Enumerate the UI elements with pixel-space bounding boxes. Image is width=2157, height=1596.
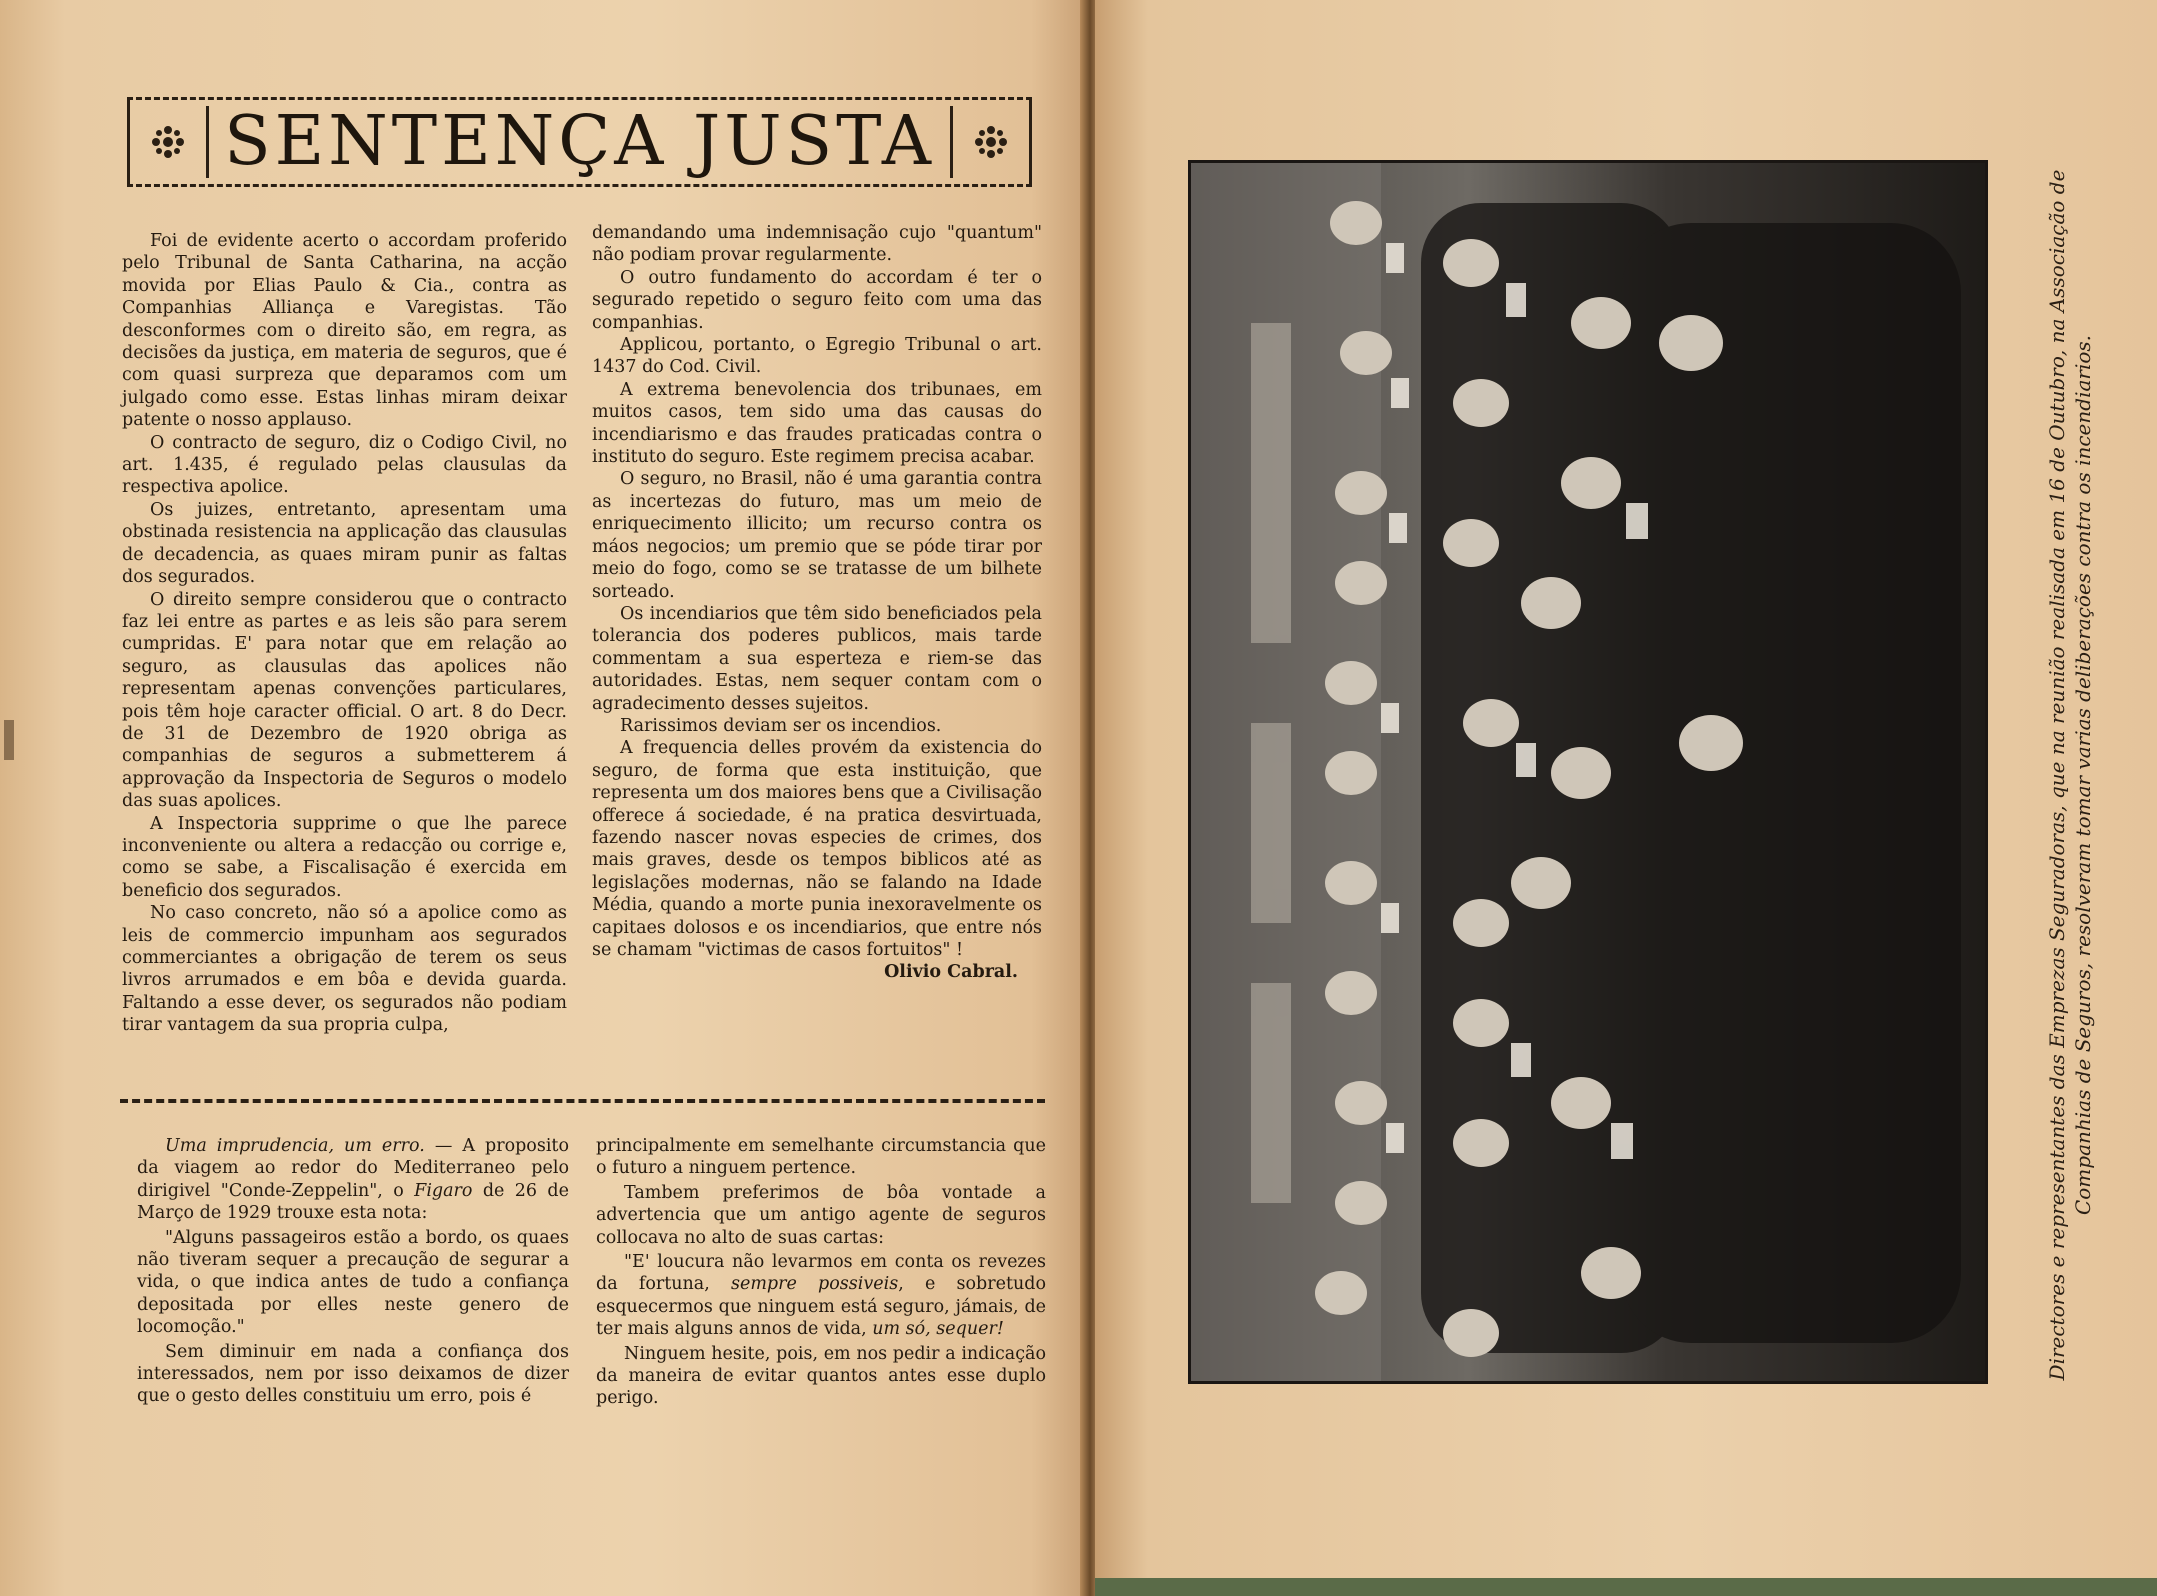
- emphasis: um só, sequer!: [872, 1319, 1004, 1340]
- section-divider: [120, 1099, 1045, 1103]
- paragraph: [137, 1135, 569, 1225]
- photo-caption-area: [2010, 165, 2130, 1385]
- note-column-1: [137, 1135, 569, 1410]
- group-photo-image: [1191, 163, 1985, 1381]
- title-inner: [206, 102, 953, 181]
- spine-mark: [4, 720, 14, 760]
- paragraph: No caso concreto, não só a apolice como as leis de commercio impunham aos segurados commerciantes a obrigação de terem os seus livros arrumados e em bôa e devida guarda. Faltando a esse dever, os segurados não podiam tirar vantagem da sua propria culpa,: [122, 903, 567, 1036]
- flower-ornament-icon: [148, 122, 188, 162]
- text-run: — A proposito da viagem ao redor do Mediterraneo pelo dirigivel "Conde-Zeppelin", o: [137, 1136, 569, 1201]
- paragraph: Os juizes, entretanto, apresentam uma obstinada resistencia na applicação das clausulas de decadencia, as quaes miram punir as faltas dos segurados.: [122, 499, 567, 588]
- paragraph: principalmente em semelhante circumstancia que o futuro a ninguem pertence.: [596, 1136, 1046, 1179]
- paragraph: Rarissimos deviam ser os incendios.: [620, 715, 942, 736]
- emphasis: sempre possiveis: [731, 1274, 899, 1295]
- article-column-2: [592, 222, 1042, 984]
- author-signature: Olivio Cabral.: [884, 962, 1018, 983]
- paragraph: demandando uma indemnisação cujo "quantum" não podiam provar regularmente.: [592, 223, 1042, 266]
- cover-edge: [1095, 1578, 2157, 1596]
- paragraph: Sem diminuir em nada a confiança dos interessados, nem por isso deixamos de dizer que o gesto delles constituiu um erro, pois é: [137, 1341, 569, 1407]
- paragraph: Applicou, portanto, o Egregio Tribunal o art. 1437 do Cod. Civil.: [592, 335, 1042, 378]
- text-run: "E' loucura não levarmos em conta os revezes da fortuna,: [596, 1252, 1046, 1295]
- paragraph: [596, 1251, 1046, 1341]
- text-run: , e sobretudo esquecermos que ninguem está seguro, jámais, de ter mais alguns annos de vida,: [596, 1274, 1046, 1340]
- paragraph: Tambem preferimos de bôa vontade a advertencia que um antigo agente de seguros collocava no alto de suas cartas:: [596, 1182, 1046, 1248]
- flower-ornament-icon: [971, 122, 1011, 162]
- paragraph: Ninguem hesite, pois, em nos pedir a indicação da maneira de evitar quantos antes esse duplo perigo.: [596, 1343, 1046, 1409]
- group-photograph: [1188, 160, 1988, 1384]
- note-heading: Uma imprudencia, um erro.: [165, 1136, 425, 1156]
- paragraph: O outro fundamento do accordam é ter o segurado repetido o seguro feito com uma das companhias.: [592, 267, 1042, 333]
- paragraph: "Alguns passageiros estão a bordo, os quaes não tiveram sequer a precaução de segurar a vida, o que indica antes de tudo a confiança depositada por elles neste genero de locomoção.": [137, 1227, 569, 1338]
- paragraph: O seguro, no Brasil, não é uma garantia contra as incertezas do futuro, mas um meio de enriquecimento illicito; um recurso contra os máos negocios; um premio que se póde tirar por meio do fogo, como se se tratasse de um bilhete sorteado.: [592, 469, 1042, 602]
- newspaper-name: Figaro: [414, 1180, 473, 1201]
- note-column-2: [596, 1135, 1046, 1412]
- title-frame: [127, 97, 1032, 187]
- paragraph: O contracto de seguro, diz o Codigo Civil, no art. 1.435, é regulado pelas clausulas da respectiva apolice.: [122, 432, 567, 498]
- paragraph: Os incendiarios que têm sido beneficiados pela tolerancia dos poderes publicos, mais tarde commentam a sua esperteza e riem-se das autoridades. Estas, nem sequer contam com o agradecimento desses sujeitos.: [592, 603, 1042, 714]
- paragraph: Foi de evidente acerto o accordam proferido pelo Tribunal de Santa Catharina, na acção movida por Elias Paulo & Cia., contra as Companhias Alliança e Varegistas. Tão desconformes com o direito são, em regra, as decisões da justiça, em materia de seguros, que é com quasi surpreza que deparamos com um julgado como esse. Estas linhas miram deixar patente o nosso applauso.: [122, 231, 567, 431]
- paragraph: A extrema benevolencia dos tribunaes, em muitos casos, tem sido uma das causas do incendiarismo e das fraudes praticadas contra o instituto do seguro. Este regimem precisa acabar.: [592, 379, 1042, 468]
- paragraph: A Inspectoria supprime o que lhe parece inconveniente ou altera a redacção ou corrige e, como se sabe, a Fiscalisação é exercida em beneficio dos segurados.: [122, 813, 567, 901]
- text-run: de 26 de Março de 1929 trouxe esta nota:: [137, 1180, 569, 1224]
- paragraph: A frequencia delles provém da existencia do seguro, de forma que esta instituição, que representa um dos maiores bens que a Civilisação offerece á sociedade, é na pratica desvirtuada, fazendo nascer novas especies de crimes, dos mais graves, desde os tempos biblicos até as legislações modernas, não se falando na Idade Média, quando a morte punia inexoravelmente os capitaes dolosos e os incendiarios, que entre nós se chamam "victimas de casos fortuitos" !: [592, 738, 1042, 960]
- paragraph: O direito sempre considerou que o contracto faz lei entre as partes e as leis são para serem cumpridas. E' para notar que em relação ao seguro, as clausulas das apolices não representam apenas convenções particulares, pois têm hoje caracter official. O art. 8 do Decr. de 31 de Dezembro de 1920 obriga as companhias de seguros a submetterem á approvação da Inspectoria de Seguros o modelo das suas apolices.: [122, 589, 567, 812]
- article-column-1: [122, 230, 567, 1037]
- photo-caption: Directores e representantes das Emprezas Seguradoras, que na reunião realisada em 16 de Outubro, na Associação de Companhias de Seguros, resolveram tomar varias deliberações contra os incendiarios.: [2045, 169, 2095, 1381]
- article-title: SENTENÇA JUSTA: [224, 102, 935, 181]
